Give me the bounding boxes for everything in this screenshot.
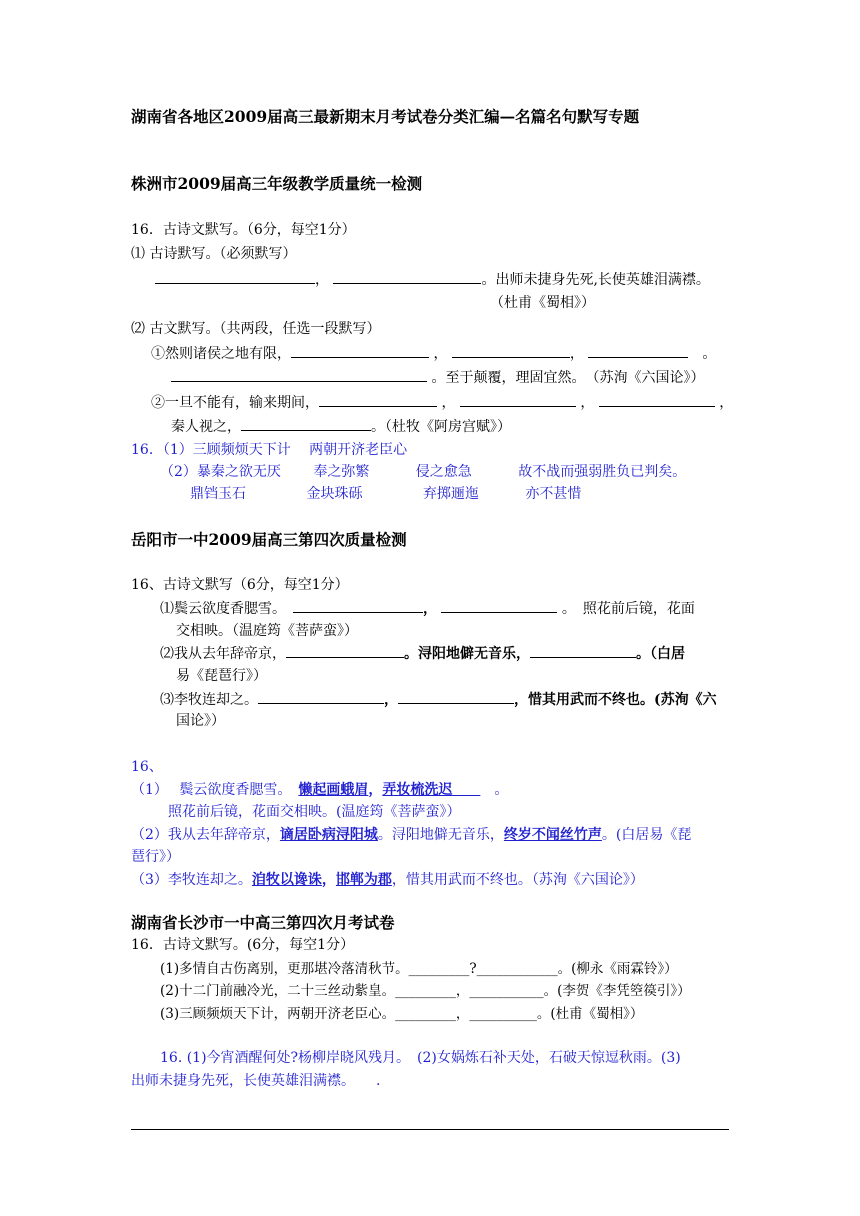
answer-line-2: 出师未捷身先死，长使英雄泪满襟。 .	[131, 1073, 381, 1089]
option-b-line-2: 秦人视之， 。（杜牧《阿房宫赋》）	[171, 416, 511, 437]
answer-blank[interactable]	[599, 392, 715, 407]
footer-divider	[131, 1129, 729, 1130]
answer-blank[interactable]	[460, 392, 576, 407]
source-shuxiang: （杜甫《蜀相》）	[490, 295, 595, 311]
answer-line-1: 16．（1）三顾频烦天下计 两朝开济老臣心	[131, 442, 408, 458]
answer-blank[interactable]	[441, 598, 557, 613]
answer-1b: 照花前后镜，花面交相映。(温庭筠《菩萨蛮》）	[168, 804, 461, 820]
answer-blank[interactable]	[333, 269, 481, 284]
answer-blank[interactable]	[319, 392, 437, 407]
question-line-3b: 国论》）	[176, 713, 225, 729]
question-line-3: (3)三顾频烦天下计，两朝开济老臣心。_________，__________。(杜甫《蜀相》）	[160, 1006, 644, 1022]
answer-blank[interactable]	[241, 416, 371, 431]
question-line-1: (1)多情自古伤离别，更那堪冷落清秋节。_________?____________。(柳永《雨霖铃》）	[160, 961, 678, 977]
answer-1: （1） 鬓云欲度香腮雪。 懒起画蛾眉，弄妆梳洗迟 。	[131, 782, 509, 798]
question-16-yueyang: 16、古诗文默写（6分，每空1分）	[131, 577, 349, 593]
answer-2b: 琶行》）	[131, 849, 180, 865]
answer-blank[interactable]	[258, 689, 384, 704]
question-line-2b: 易《琵琶行》）	[176, 668, 267, 684]
answer-line-2: （2）暴秦之欲无厌 奉之弥繁 侵之愈急 故不战而强弱胜负已判矣。	[160, 464, 687, 480]
option-b-line-1: ②一旦不能有，输来期间， ， ， ，	[151, 392, 733, 413]
question-line-1b: 交相映。（温庭筠《菩萨蛮》）	[176, 623, 358, 639]
part-2-label: ⑵ 古文默写。（共两段，任选一段默写）	[131, 321, 381, 337]
answer-3: （3）李牧连却之。洎牧以谗诛，邯郸为郡，惜其用武而不终也。（苏洵《六国论》）	[131, 872, 644, 888]
answer-blank[interactable]	[291, 343, 429, 358]
answer-blank[interactable]	[530, 643, 636, 658]
answer-blank[interactable]	[171, 367, 427, 382]
question-line-1: ⑴鬓云欲度香腮雪。 ， 。 照花前后镜，花面	[160, 598, 695, 619]
question-line-3: ⑶李牧连却之。 ， ，惜其用武而不终也。(苏洵《六	[160, 689, 717, 710]
question-line-2: ⑵我从去年辞帝京， 。浔阳地僻无音乐， 。（白居	[160, 643, 685, 664]
answer-line-1: 16. (1)今宵酒醒何处?杨柳岸晓风残月。 (2)女娲炼石补天处，石破天惊逗秋雨。(3)	[160, 1050, 681, 1066]
option-a-line-2: 。至于颠覆，理固宜然。 （苏洵《六国论》）	[171, 367, 704, 388]
answer-2: （2）我从去年辞帝京，谪居卧病浔阳城。浔阳地僻无音乐，终岁不闻丝竹声。(白居易《琵	[131, 827, 692, 843]
option-a-line-1: ①然则诸侯之地有限， ， ， 。	[151, 343, 716, 364]
answer-blank[interactable]	[452, 343, 570, 358]
answer-blank[interactable]	[286, 643, 404, 658]
question-16-zhuzhou: 16．古诗文默写。（6分，每空1分）	[131, 222, 356, 238]
answer-blank[interactable]	[155, 269, 315, 284]
page-title: 湖南省各地区2009届高三最新期末月考试卷分类汇编—名篇名句默写专题	[131, 107, 640, 126]
poem-line-shuxiang: ， 。出师未捷身先死,长使英雄泪满襟。	[155, 269, 710, 290]
answer-blank[interactable]	[398, 689, 514, 704]
part-1-label: ⑴ 古诗默写。（必须默写）	[131, 246, 297, 262]
section-heading-yueyang: 岳阳市一中2009届高三第四次质量检测	[131, 530, 407, 549]
answer-blank[interactable]	[293, 598, 423, 613]
section-heading-changsha: 湖南省长沙市一中高三第四次月考试卷	[131, 913, 395, 932]
answer-line-3: 鼎铛玉石 金块珠砾 弃掷逦迤 亦不甚惜	[190, 486, 582, 502]
section-heading-zhuzhou: 株洲市2009届高三年级教学质量统一检测	[131, 174, 423, 193]
question-16-changsha: 16．古诗文默写。(6分，每空1分）	[131, 937, 355, 953]
answer-number: 16、	[131, 759, 163, 775]
question-line-2: (2)十二门前融冷光，二十三丝动紫皇。_________，___________。(李贺《李凭箜篌引》）	[160, 983, 691, 999]
answer-blank[interactable]	[588, 343, 688, 358]
